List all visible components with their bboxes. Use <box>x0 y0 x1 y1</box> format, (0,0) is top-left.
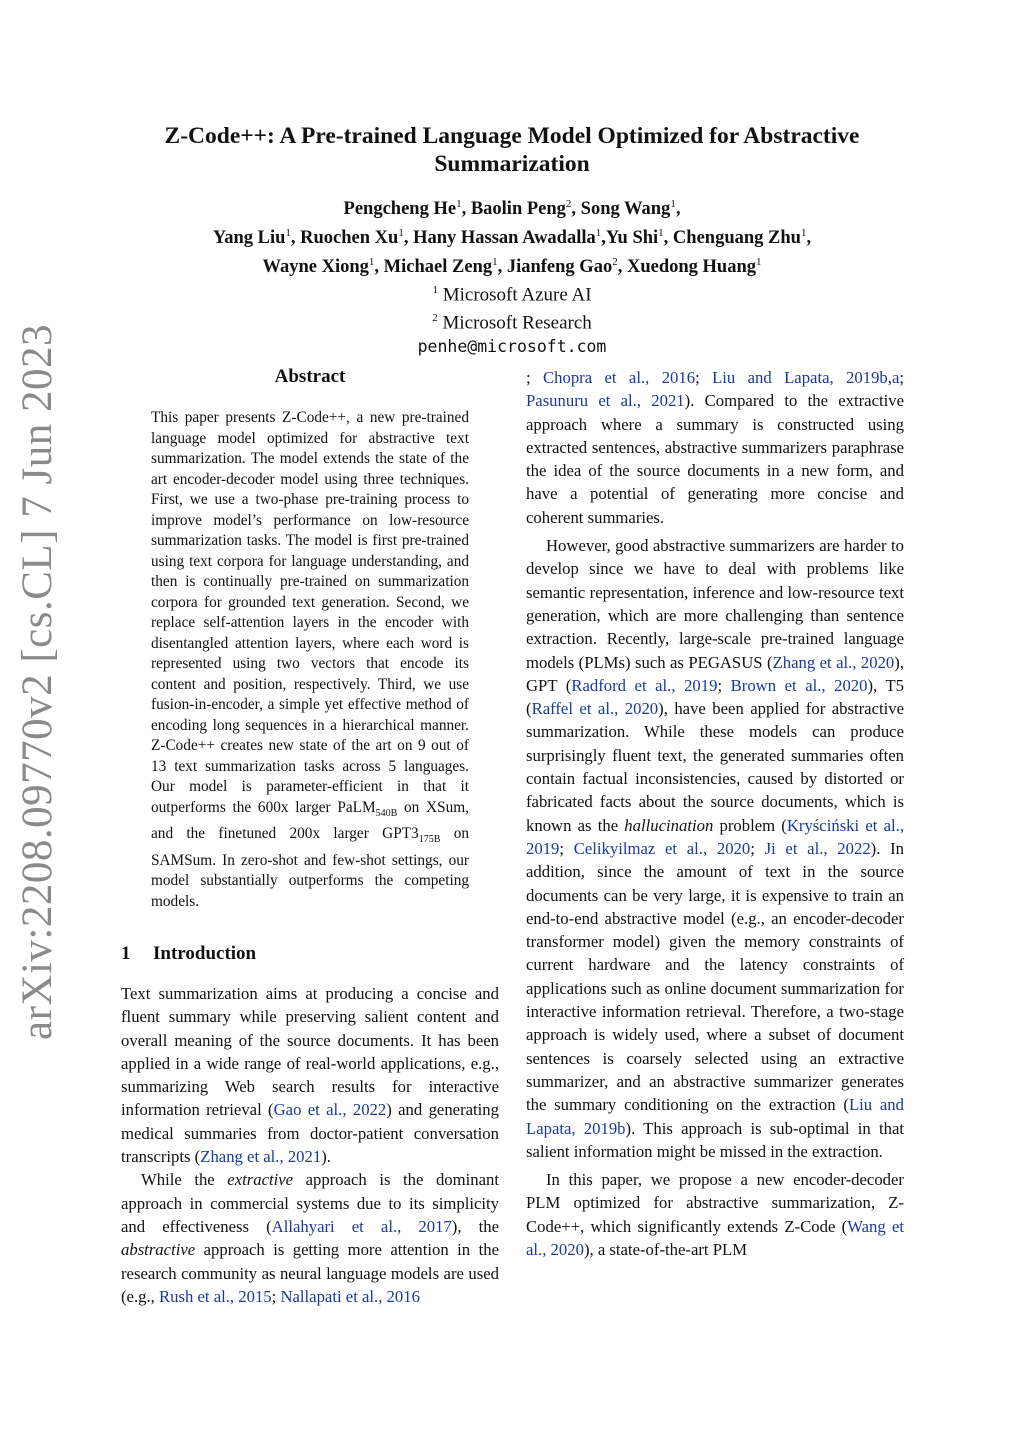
author: Xuedong Huang <box>626 257 756 278</box>
text: ). Compared to the extractive approach where a summary is constructed using extracted sentences, abstractive summarizers paraphrase the idea of the source documents in a new form, and have a potential of generating more concise and coherent summaries. <box>526 391 905 527</box>
text: ), GPT ( <box>526 652 904 695</box>
citation-link[interactable]: Wang et al., 2020 <box>526 1216 904 1259</box>
affiliation-name: Microsoft Research <box>442 312 592 334</box>
affil-mark: 1 <box>285 227 291 240</box>
citation-link[interactable]: Allahyari et al., 2017 <box>271 1216 452 1236</box>
text: Text summarization aims at producing a concise and fluent summary while preserving salient content and overall meaning of the source documents. It has been applied in a wide range of real-world applications, e.g., summarizing Web search results for interactive information retrieval ( <box>121 984 499 1120</box>
text: , <box>887 368 892 387</box>
section-heading-introduction <box>121 943 256 965</box>
affil-mark: 1 <box>658 227 664 240</box>
emphasis: hallucination <box>624 815 714 835</box>
affiliation-name: Microsoft Azure AI <box>442 284 592 306</box>
text: ; <box>559 838 574 858</box>
section-title: Introduction <box>153 943 257 964</box>
affil-number: 1 <box>432 284 438 297</box>
text: ). In addition, since the amount of text in the source documents can be very large, it is expensive to train an end-to-end abstractive model (e.g., an encoder-decoder transformer model) given the memory constraints of current hardware and the latency constraints of applications such as online document summarization for interactive information retrieval. Therefore, a two-stage approach is widely used, where a subset of document sentences is coarsely selected using an extractive summarizer, and an abstractive summarizer generates the summary conditioning on the extraction ( <box>526 838 905 1115</box>
text: ). This approach is sub-optimal in that salient information might be missed in the extraction. <box>526 1118 904 1161</box>
paragraph <box>526 366 904 529</box>
citation-link[interactable]: Liu and Lapata, 2019b <box>526 1095 904 1138</box>
author: Chenguang Zhu <box>672 228 801 249</box>
affil-mark: 1 <box>456 198 462 210</box>
text: ). <box>321 1147 331 1167</box>
paragraph <box>526 534 904 1163</box>
author: Hany Hassan Awadalla <box>413 228 596 249</box>
citation-link[interactable]: Raffel et al., 2020 <box>531 699 659 719</box>
text: ; <box>526 368 544 387</box>
left-column <box>121 982 499 1308</box>
text: ; <box>899 368 904 387</box>
author: Yang Liu <box>212 228 286 249</box>
text: problem ( <box>713 815 787 835</box>
author: Baolin Peng <box>470 199 566 220</box>
text: approach is getting more attention in the research community as neural language models are used (e.g., <box>121 1240 499 1306</box>
text: ), have been applied for abstractive summarization. While these models can produce surprisingly fluent text, the generated summaries often contain factual inconsistencies, caused by distorted or fabricated facts about the source documents, which is known as the <box>526 699 904 835</box>
title-line-2: Summarization <box>434 151 590 177</box>
text: ), the <box>451 1216 499 1236</box>
text: In this paper, we propose a new encoder-decoder PLM optimized for abstractive summarization, Z-Code++, which significantly extends Z-Code ( <box>526 1170 904 1236</box>
title-block <box>100 122 924 359</box>
text: While the <box>141 1170 228 1190</box>
citation-link[interactable]: Ji et al., 2022 <box>764 838 871 858</box>
affil-number: 2 <box>432 312 438 325</box>
author: Pengcheng He <box>343 199 457 220</box>
subscript: 540B <box>375 807 398 819</box>
abstract-heading: Abstract <box>274 366 346 387</box>
text: ; <box>750 838 765 858</box>
author: Michael Zeng <box>383 257 493 278</box>
emphasis: abstractive <box>121 1240 196 1260</box>
text: ; <box>695 368 713 387</box>
citation-link[interactable]: Liu and Lapata, 2019b <box>712 368 888 387</box>
arxiv-side-stamp: arXiv:2208.09770v2 [cs.CL] 7 Jun 2023 <box>14 324 61 1040</box>
citation-link[interactable]: Radford et al., 2019 <box>571 675 718 695</box>
affil-mark: 1 <box>492 256 498 269</box>
affil-mark: 2 <box>565 198 572 210</box>
paragraph <box>121 1168 499 1308</box>
author: Song Wang <box>580 199 671 220</box>
affiliations <box>100 279 924 359</box>
affil-mark: 1 <box>755 256 762 269</box>
citation-link[interactable]: Zhang et al., 2020 <box>772 652 895 672</box>
abstract-text: on SAMSum. In zero-shot and few-shot settings, our model substantially outperforms the competing models. <box>151 825 469 910</box>
abstract-text: This paper presents Z-Code++, a new pre-trained language model optimized for abstractive text summarization. The model extends the state of the art encoder-decoder model using three techniques. First, we use a two-phase pre-training process to improve model’s performance on low-resource summarization tasks. The model is first pre-trained using text corpora for language understanding, and then is continually pre-trained on summarization corpora for grounded text generation. Second, we replace self-attention layers in the encoder with disentangled attention layers, where each word is represented using two vectors that encode its content and position, respectively. Third, we use fusion-in-encoder, a simple yet effective method of encoding long sequences in a hierarchical manner. Z-Code++ creates new state of the art on 9 out of 13 text summarization tasks across 5 languages. Our model is parameter-efficient in that it outperforms the 600x larger PaLM <box>151 409 469 816</box>
text: approach is the dominant approach in commercial systems due to its simplicity and effectiveness ( <box>121 1170 499 1236</box>
citation-link[interactable]: Kryściński et al., 2019 <box>526 815 904 858</box>
citation-link[interactable]: Pasunuru et al., 2021 <box>526 391 685 411</box>
affil-mark: 1 <box>368 256 375 269</box>
paragraph <box>121 982 499 1168</box>
abstract-body <box>151 408 469 912</box>
right-column <box>526 366 904 1261</box>
text: ), a state-of-the-art PLM <box>583 1239 748 1259</box>
citation-link[interactable]: Rush et al., 2015 <box>159 1286 272 1306</box>
author: Yu Shi <box>605 228 659 249</box>
paragraph <box>526 1168 904 1261</box>
subscript: 175B <box>418 834 441 846</box>
affil-mark: 1 <box>595 227 602 240</box>
citation-link[interactable]: Nallapati et al., 2016 <box>280 1286 420 1306</box>
contact-email[interactable]: penhe@microsoft.com <box>417 337 607 357</box>
section-number: 1 <box>121 943 131 964</box>
emphasis: extractive <box>227 1170 294 1190</box>
citation-link[interactable]: Brown et al., 2020 <box>730 675 868 695</box>
title-line-1: Z-Code++: A Pre-trained Language Model Optimized for Abstractive <box>164 123 860 149</box>
author-list: Pengcheng He$^1$, Baolin Peng$^2$, Song Wang$^1$, Yang Liu$^1$, Ruochen Xu$^1$, Hany Hassan Awadalla$^1$,Yu Shi$^1$, Chenguang Zhu$^1$, Wayne Xiong$^1$, Michael Zeng$^1$, Jianfeng Gao$^2$, Xuedong Huang$^1$ <box>212 198 812 278</box>
author: Ruochen Xu <box>300 228 399 249</box>
affiliation <box>100 307 924 335</box>
author: Jianfeng Gao <box>506 257 613 278</box>
citation-link[interactable]: Zhang et al., 2021 <box>200 1147 322 1167</box>
citation-link[interactable]: Chopra et al., 2016 <box>543 368 696 387</box>
text: ), T5 ( <box>526 675 905 719</box>
text: ; <box>271 1286 281 1306</box>
affil-mark: 1 <box>800 227 807 240</box>
affiliation <box>100 279 924 307</box>
affil-mark: 1 <box>670 198 676 210</box>
text: ) and generating medical summaries from doctor-patient conversation transcripts ( <box>121 1100 499 1167</box>
text: ; <box>717 675 731 695</box>
paper-title <box>100 122 924 178</box>
affil-mark: 2 <box>612 256 618 269</box>
citation-link[interactable]: Celikyilmaz et al., 2020 <box>573 838 751 858</box>
affil-mark: 1 <box>398 227 404 240</box>
abstract-text: on XSum, and the finetuned 200x larger GPT3 <box>151 798 469 843</box>
author: Wayne Xiong <box>262 257 369 278</box>
text: However, good abstractive summarizers are harder to develop since we have to deal with problems like semantic representation, inference and low-resource text generation, which are more challenging than sentence extraction. Recently, large-scale pre-trained language models (PLMs) such as PEGASUS ( <box>526 536 904 672</box>
citation-link[interactable]: a <box>891 368 900 387</box>
citation-link[interactable]: Gao et al., 2022 <box>273 1100 387 1120</box>
